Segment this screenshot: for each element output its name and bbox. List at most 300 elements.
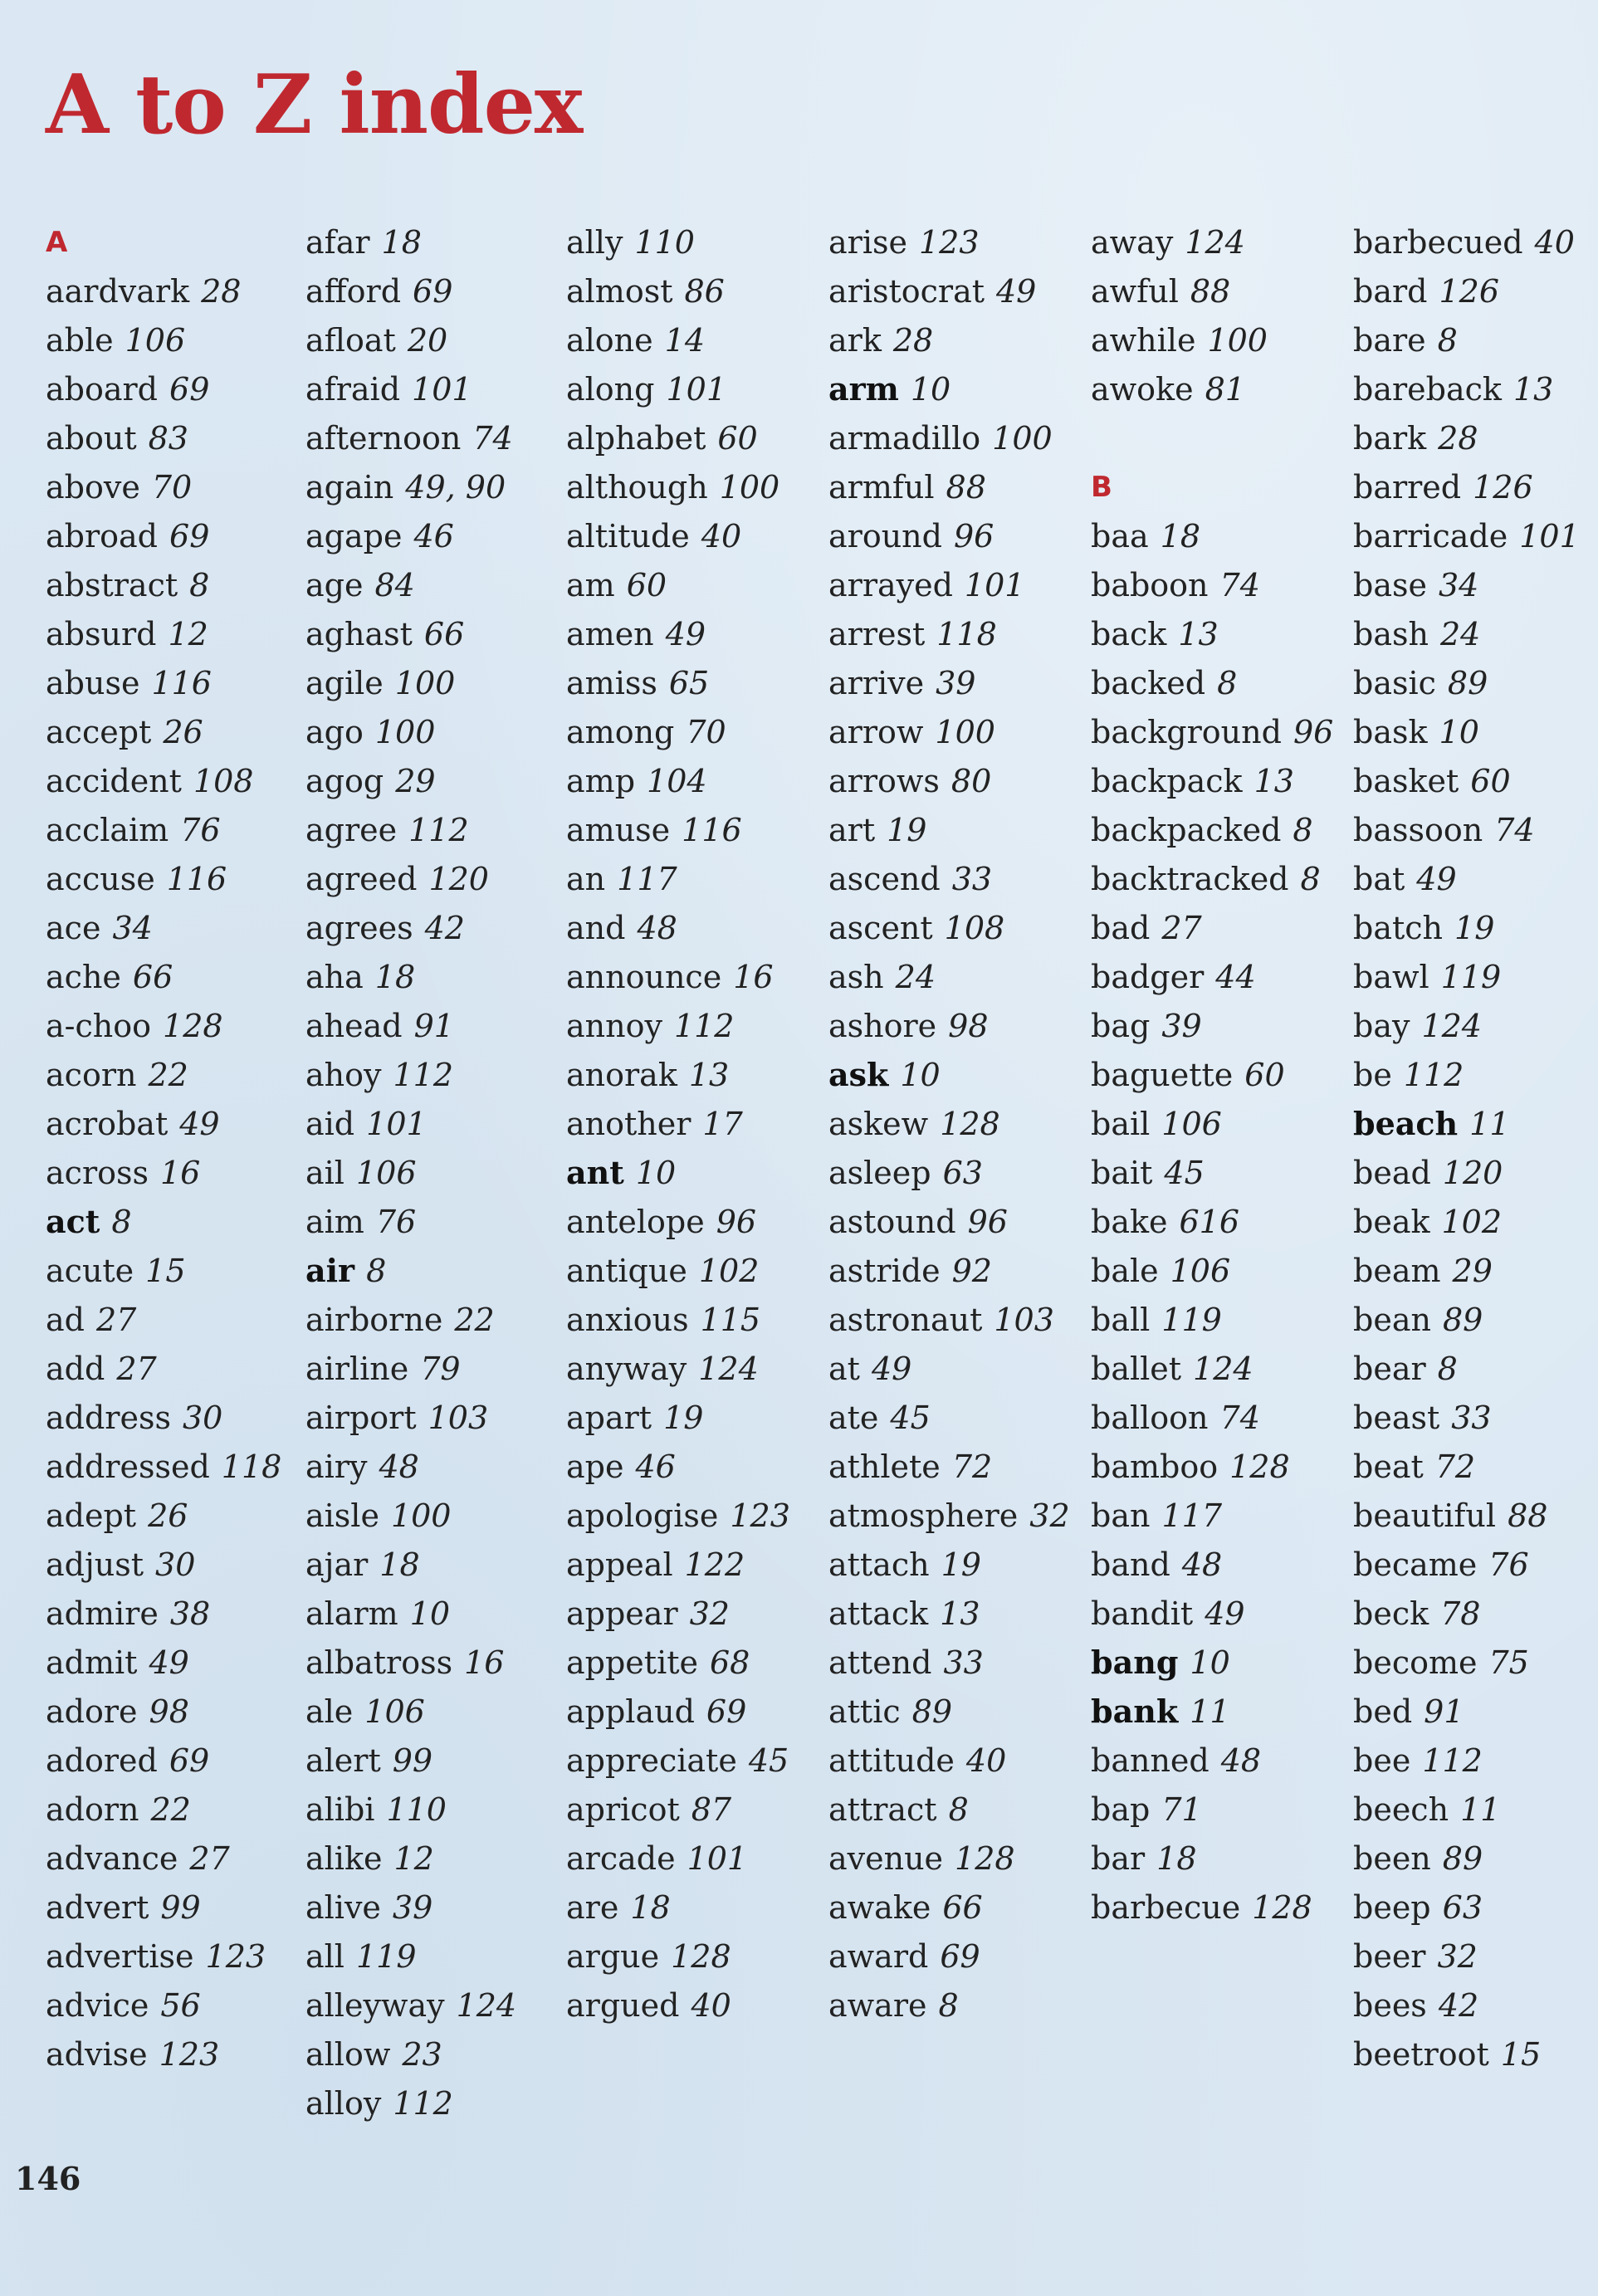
index-term: bat	[1353, 861, 1405, 897]
index-entry	[828, 1790, 1082, 1829]
index-term: attend	[828, 1644, 932, 1681]
index-term: alike	[305, 1840, 383, 1877]
index-entry	[46, 957, 299, 997]
page-reference: 24	[895, 959, 936, 995]
index-entry	[46, 761, 299, 801]
index-term: advice	[46, 1987, 149, 2024]
page-reference: 32	[689, 1595, 730, 1632]
index-term: bare	[1353, 322, 1426, 359]
index-entry	[566, 418, 819, 458]
index-entry	[46, 1790, 299, 1829]
index-term: airborne	[305, 1302, 443, 1338]
page-reference: 10	[1190, 1644, 1230, 1681]
index-term: bail	[1091, 1106, 1151, 1142]
page-reference: 69	[169, 518, 210, 554]
page-reference: 96	[967, 1204, 1008, 1240]
index-term: attic	[828, 1693, 901, 1730]
index-entry	[46, 1153, 299, 1193]
index-entry	[1353, 1006, 1594, 1046]
index-entry	[305, 663, 559, 703]
index-entry	[1091, 614, 1344, 654]
index-entry	[305, 1986, 559, 2025]
index-entry	[1091, 1300, 1344, 1340]
index-term: ball	[1091, 1302, 1151, 1338]
page-reference: 101	[687, 1840, 748, 1877]
page-reference: 112	[393, 1057, 454, 1093]
index-term: aha	[305, 959, 364, 995]
index-term: along	[566, 371, 655, 408]
index-entry	[1091, 1349, 1344, 1389]
index-entry	[566, 859, 819, 899]
page-reference: 112	[673, 1008, 735, 1044]
page-reference: 118	[936, 616, 997, 652]
index-term: ahead	[305, 1008, 403, 1044]
index-entry	[828, 1496, 1082, 1536]
page-reference: 106	[364, 1693, 425, 1730]
index-term: bad	[1091, 910, 1151, 946]
index-term: act	[46, 1203, 100, 1240]
index-entry	[566, 1300, 819, 1340]
index-entry	[305, 761, 559, 801]
page-reference: 60	[1470, 763, 1511, 799]
page-reference: 13	[688, 1057, 730, 1093]
page-reference: 80	[950, 763, 992, 799]
index-column-6	[1353, 222, 1594, 2083]
page-reference: 89	[1447, 665, 1488, 701]
index-term: beautiful	[1353, 1497, 1497, 1534]
index-entry	[1353, 1692, 1594, 1732]
index-entry	[1353, 1398, 1594, 1438]
page-reference: 40	[691, 1987, 731, 2024]
index-entry	[828, 1006, 1082, 1046]
index-term: arrayed	[828, 567, 953, 603]
index-entry	[1091, 565, 1344, 605]
index-term: backed	[1091, 665, 1206, 701]
index-term: agile	[305, 665, 384, 701]
index-term: attract	[828, 1791, 937, 1828]
index-term: ail	[305, 1155, 345, 1191]
page-reference: 81	[1205, 371, 1245, 408]
index-term: adored	[46, 1742, 158, 1779]
page-reference: 106	[1161, 1106, 1222, 1142]
page-reference: 13	[1253, 763, 1294, 799]
page-reference: 40	[965, 1742, 1007, 1779]
index-entry	[828, 1839, 1082, 1878]
index-term: armadillo	[828, 420, 981, 457]
index-entry	[305, 1496, 559, 1536]
index-entry	[828, 1545, 1082, 1585]
index-entry	[828, 1055, 1082, 1095]
page-reference: 99	[160, 1889, 201, 1926]
index-term: attack	[828, 1595, 929, 1632]
index-entry	[305, 2083, 559, 2123]
page-reference: 88	[1190, 273, 1231, 310]
page-reference: 46	[635, 1448, 676, 1485]
index-entry	[1353, 1104, 1594, 1144]
index-term: airport	[305, 1400, 417, 1436]
page-reference: 18	[1156, 1840, 1197, 1877]
page-reference: 124	[1421, 1008, 1482, 1044]
page-reference: 117	[617, 861, 677, 897]
index-term: astound	[828, 1204, 956, 1240]
page-reference: 96	[953, 518, 994, 554]
index-entry	[1091, 810, 1344, 850]
index-entry	[46, 712, 299, 752]
page-reference: 49	[149, 1644, 189, 1681]
index-term: bay	[1353, 1008, 1410, 1044]
page-reference: 89	[1442, 1840, 1483, 1877]
page-reference: 15	[145, 1253, 186, 1289]
page-reference: 116	[166, 861, 227, 897]
page-reference: 8	[189, 567, 210, 603]
index-term: athlete	[828, 1448, 941, 1485]
index-term: away	[1091, 224, 1174, 261]
index-entry	[46, 1692, 299, 1732]
index-entry	[566, 467, 819, 507]
page-reference: 30	[155, 1546, 196, 1583]
index-entry	[46, 1104, 299, 1144]
index-term: baboon	[1091, 567, 1209, 603]
index-entry	[1353, 467, 1594, 507]
index-entry	[46, 1741, 299, 1781]
index-term: basic	[1353, 665, 1436, 701]
page-reference: 8	[938, 1987, 959, 2024]
index-entry	[828, 1251, 1082, 1291]
page-reference: 32	[1029, 1497, 1070, 1534]
index-term: bark	[1353, 420, 1427, 457]
index-term: age	[305, 567, 364, 603]
index-term: barbecue	[1091, 1889, 1241, 1926]
page-reference: 101	[964, 567, 1025, 603]
page-reference: 33	[1451, 1400, 1492, 1436]
page-reference: 8	[1293, 812, 1313, 848]
index-entry	[1091, 1398, 1344, 1438]
index-entry	[828, 1447, 1082, 1487]
index-term: bar	[1091, 1840, 1146, 1877]
index-entry	[1353, 663, 1594, 703]
index-entry	[828, 663, 1082, 703]
index-entry	[46, 1594, 299, 1634]
index-term: alarm	[305, 1595, 398, 1632]
index-term: accident	[46, 763, 182, 799]
index-entry	[46, 369, 299, 409]
index-entry	[305, 1643, 559, 1683]
index-entry	[566, 908, 819, 948]
page-reference: 22	[148, 1057, 188, 1093]
page-reference: 616	[1179, 1204, 1240, 1240]
index-term: asleep	[828, 1155, 931, 1191]
page-reference: 27	[95, 1302, 137, 1338]
page-reference: 76	[180, 812, 221, 848]
page-reference: 110	[386, 1791, 447, 1828]
page-reference: 28	[892, 322, 934, 359]
page-reference: 48	[637, 910, 677, 946]
index-entry	[46, 1937, 299, 1976]
index-entry	[46, 1839, 299, 1878]
index-term: beep	[1353, 1889, 1431, 1926]
index-term: beer	[1353, 1938, 1426, 1975]
index-entry	[305, 1251, 559, 1291]
index-entry	[305, 467, 559, 507]
index-entry	[1353, 1741, 1594, 1781]
index-entry	[46, 1055, 299, 1095]
index-entry	[566, 1545, 819, 1585]
index-term: ache	[46, 959, 121, 995]
index-term: band	[1091, 1546, 1170, 1583]
index-entry	[1353, 1790, 1594, 1829]
page-reference: 15	[1500, 2036, 1542, 2073]
index-entry	[305, 1202, 559, 1242]
index-term: although	[566, 469, 708, 506]
index-term: agog	[305, 763, 384, 799]
index-term: address	[46, 1400, 171, 1436]
index-entry	[305, 1153, 559, 1193]
index-term: abroad	[46, 518, 159, 554]
index-term: and	[566, 910, 626, 946]
index-term: become	[1353, 1644, 1478, 1681]
page-reference: 49	[1416, 861, 1457, 897]
index-entry	[566, 761, 819, 801]
index-entry	[1091, 957, 1344, 997]
page-reference: 101	[666, 371, 727, 408]
page-reference: 87	[691, 1791, 732, 1828]
index-entry	[305, 1692, 559, 1732]
page-reference: 33	[951, 861, 993, 897]
index-term: anxious	[566, 1302, 689, 1338]
index-term: arrow	[828, 714, 924, 750]
page-reference: 86	[684, 273, 725, 310]
page-reference: 13	[1178, 616, 1219, 652]
index-entry	[1353, 565, 1594, 605]
index-term: addressed	[46, 1448, 210, 1485]
page-reference: 39	[1161, 1008, 1202, 1044]
index-entry	[828, 1741, 1082, 1781]
page-reference: 69	[169, 1742, 210, 1779]
letter-heading-a: A	[46, 226, 68, 259]
index-entry	[305, 1937, 559, 1976]
index-term: baa	[1091, 518, 1149, 554]
page-reference: 115	[700, 1302, 761, 1338]
page-reference: 38	[169, 1595, 211, 1632]
page-reference: 123	[159, 2036, 220, 2073]
page-reference: 16	[464, 1644, 505, 1681]
index-term: arrows	[828, 763, 940, 799]
index-term: bag	[1091, 1008, 1151, 1044]
section-gap	[1091, 418, 1344, 458]
index-entry	[566, 1594, 819, 1634]
index-entry	[305, 516, 559, 556]
index-term: barbecued	[1353, 224, 1523, 261]
page-reference: 48	[1220, 1742, 1262, 1779]
index-term: around	[828, 518, 942, 554]
page-reference: 10	[409, 1595, 451, 1632]
index-entry	[828, 1300, 1082, 1340]
index-term: beak	[1353, 1204, 1430, 1240]
index-term: altitude	[566, 518, 690, 554]
page-reference: 124	[1193, 1351, 1253, 1387]
page-reference: 104	[647, 763, 707, 799]
index-term: antique	[566, 1253, 687, 1289]
index-term: announce	[566, 959, 722, 995]
page-reference: 13	[1512, 371, 1554, 408]
index-entry	[566, 1104, 819, 1144]
index-entry	[566, 1349, 819, 1389]
index-entry	[46, 1300, 299, 1340]
page-reference: 65	[668, 665, 710, 701]
page-reference: 92	[951, 1253, 992, 1289]
page-reference: 49	[1205, 1595, 1245, 1632]
index-term: beat	[1353, 1448, 1424, 1485]
page-reference: 84	[374, 567, 415, 603]
page-reference: 29	[395, 763, 436, 799]
index-entry	[305, 1790, 559, 1829]
page-reference: 119	[1440, 959, 1502, 995]
index-term: bap	[1091, 1791, 1151, 1828]
page-reference: 29	[1452, 1253, 1493, 1289]
index-term: awoke	[1091, 371, 1194, 408]
index-entry	[1353, 1349, 1594, 1389]
page-reference: 8	[1300, 861, 1321, 897]
page-reference: 116	[682, 812, 742, 848]
index-entry	[305, 1055, 559, 1095]
index-entry	[1353, 320, 1594, 360]
index-entry	[566, 271, 819, 311]
index-entry	[566, 222, 819, 262]
index-term: another	[566, 1106, 691, 1142]
page-reference: 69	[169, 371, 210, 408]
page-reference: 112	[1403, 1057, 1464, 1093]
index-term: beast	[1353, 1400, 1440, 1436]
index-term: appeal	[566, 1546, 673, 1583]
index-entry	[305, 1398, 559, 1438]
index-term: aardvark	[46, 273, 190, 310]
index-term: advance	[46, 1840, 178, 1877]
index-entry	[305, 614, 559, 654]
index-term: bassoon	[1353, 812, 1483, 848]
page-reference: 27	[116, 1351, 157, 1387]
index-term: above	[46, 469, 140, 506]
index-entry	[828, 957, 1082, 997]
index-entry	[305, 222, 559, 262]
index-entry	[566, 1937, 819, 1976]
index-entry	[828, 1202, 1082, 1242]
page-reference: 19	[941, 1546, 981, 1583]
page-reference: 46	[413, 518, 454, 554]
index-entry	[1353, 1594, 1594, 1634]
index-term: bee	[1353, 1742, 1411, 1779]
page-reference: 108	[944, 910, 1005, 946]
page-reference: 10	[635, 1155, 677, 1191]
index-entry	[46, 271, 299, 311]
page-reference: 49	[665, 616, 706, 652]
index-term: ale	[305, 1693, 354, 1730]
index-entry	[1091, 1251, 1344, 1291]
index-entry	[1091, 1692, 1344, 1732]
page-reference: 18	[379, 1546, 420, 1583]
index-entry	[1353, 810, 1594, 850]
index-entry	[566, 1055, 819, 1095]
index-entry	[1091, 1643, 1344, 1683]
index-entry	[566, 1741, 819, 1781]
index-entry	[1353, 516, 1594, 556]
index-entry	[1353, 1153, 1594, 1193]
page-reference: 27	[189, 1840, 230, 1877]
page-reference: 102	[698, 1253, 760, 1289]
index-term: albatross	[305, 1644, 453, 1681]
page-reference: 100	[390, 1497, 452, 1534]
page-reference: 91	[1424, 1693, 1464, 1730]
index-entry	[46, 1643, 299, 1683]
page-reference: 128	[1252, 1889, 1312, 1926]
index-term: bandit	[1091, 1595, 1194, 1632]
page-reference: 124	[698, 1351, 759, 1387]
index-term: beech	[1353, 1791, 1449, 1828]
index-entry	[305, 1594, 559, 1634]
index-term: accuse	[46, 861, 155, 897]
index-entry	[566, 614, 819, 654]
page-reference: 40	[701, 518, 742, 554]
page-number: 146	[15, 2160, 81, 2197]
index-entry	[1091, 1741, 1344, 1781]
page-reference: 44	[1215, 959, 1256, 995]
index-term: bask	[1353, 714, 1428, 750]
index-entry	[1091, 1839, 1344, 1878]
page-reference: 40	[1534, 224, 1575, 261]
index-term: again	[305, 469, 394, 506]
page-reference: 18	[374, 959, 416, 995]
index-term: aboard	[46, 371, 159, 408]
index-term: alloy	[305, 2085, 382, 2122]
page-reference: 42	[424, 910, 465, 946]
index-term: balloon	[1091, 1400, 1209, 1436]
page-reference: 8	[948, 1791, 969, 1828]
index-entry	[1091, 761, 1344, 801]
page-reference: 63	[942, 1155, 983, 1191]
index-entry	[566, 1447, 819, 1487]
index-term: argued	[566, 1987, 680, 2024]
page-reference: 112	[393, 2085, 453, 2122]
page-reference: 60	[626, 567, 667, 603]
index-term: abstract	[46, 567, 178, 603]
index-term: barred	[1353, 469, 1462, 506]
index-entry	[566, 320, 819, 360]
index-entry	[828, 761, 1082, 801]
index-entry	[1353, 1202, 1594, 1242]
index-entry	[566, 1251, 819, 1291]
index-term: arcade	[566, 1840, 676, 1877]
page-reference: 75	[1488, 1644, 1529, 1681]
index-entry	[46, 1398, 299, 1438]
page-reference: 123	[730, 1497, 790, 1534]
page-reference: 18	[630, 1889, 671, 1926]
index-entry	[46, 516, 299, 556]
page-reference: 12	[168, 616, 208, 652]
index-term: airline	[305, 1351, 409, 1387]
page-reference: 10	[900, 1057, 941, 1093]
index-entry	[566, 1692, 819, 1732]
index-term: ballet	[1091, 1351, 1182, 1387]
page-reference: 74	[472, 420, 513, 457]
index-term: alibi	[305, 1791, 375, 1828]
page-reference: 14	[664, 322, 706, 359]
page-reference: 11	[1190, 1693, 1230, 1730]
index-entry	[1353, 859, 1594, 899]
page-reference: 74	[1219, 567, 1260, 603]
page-reference: 83	[148, 420, 188, 457]
index-term: batch	[1353, 910, 1444, 946]
page-reference: 98	[948, 1008, 989, 1044]
index-term: afloat	[305, 322, 396, 359]
